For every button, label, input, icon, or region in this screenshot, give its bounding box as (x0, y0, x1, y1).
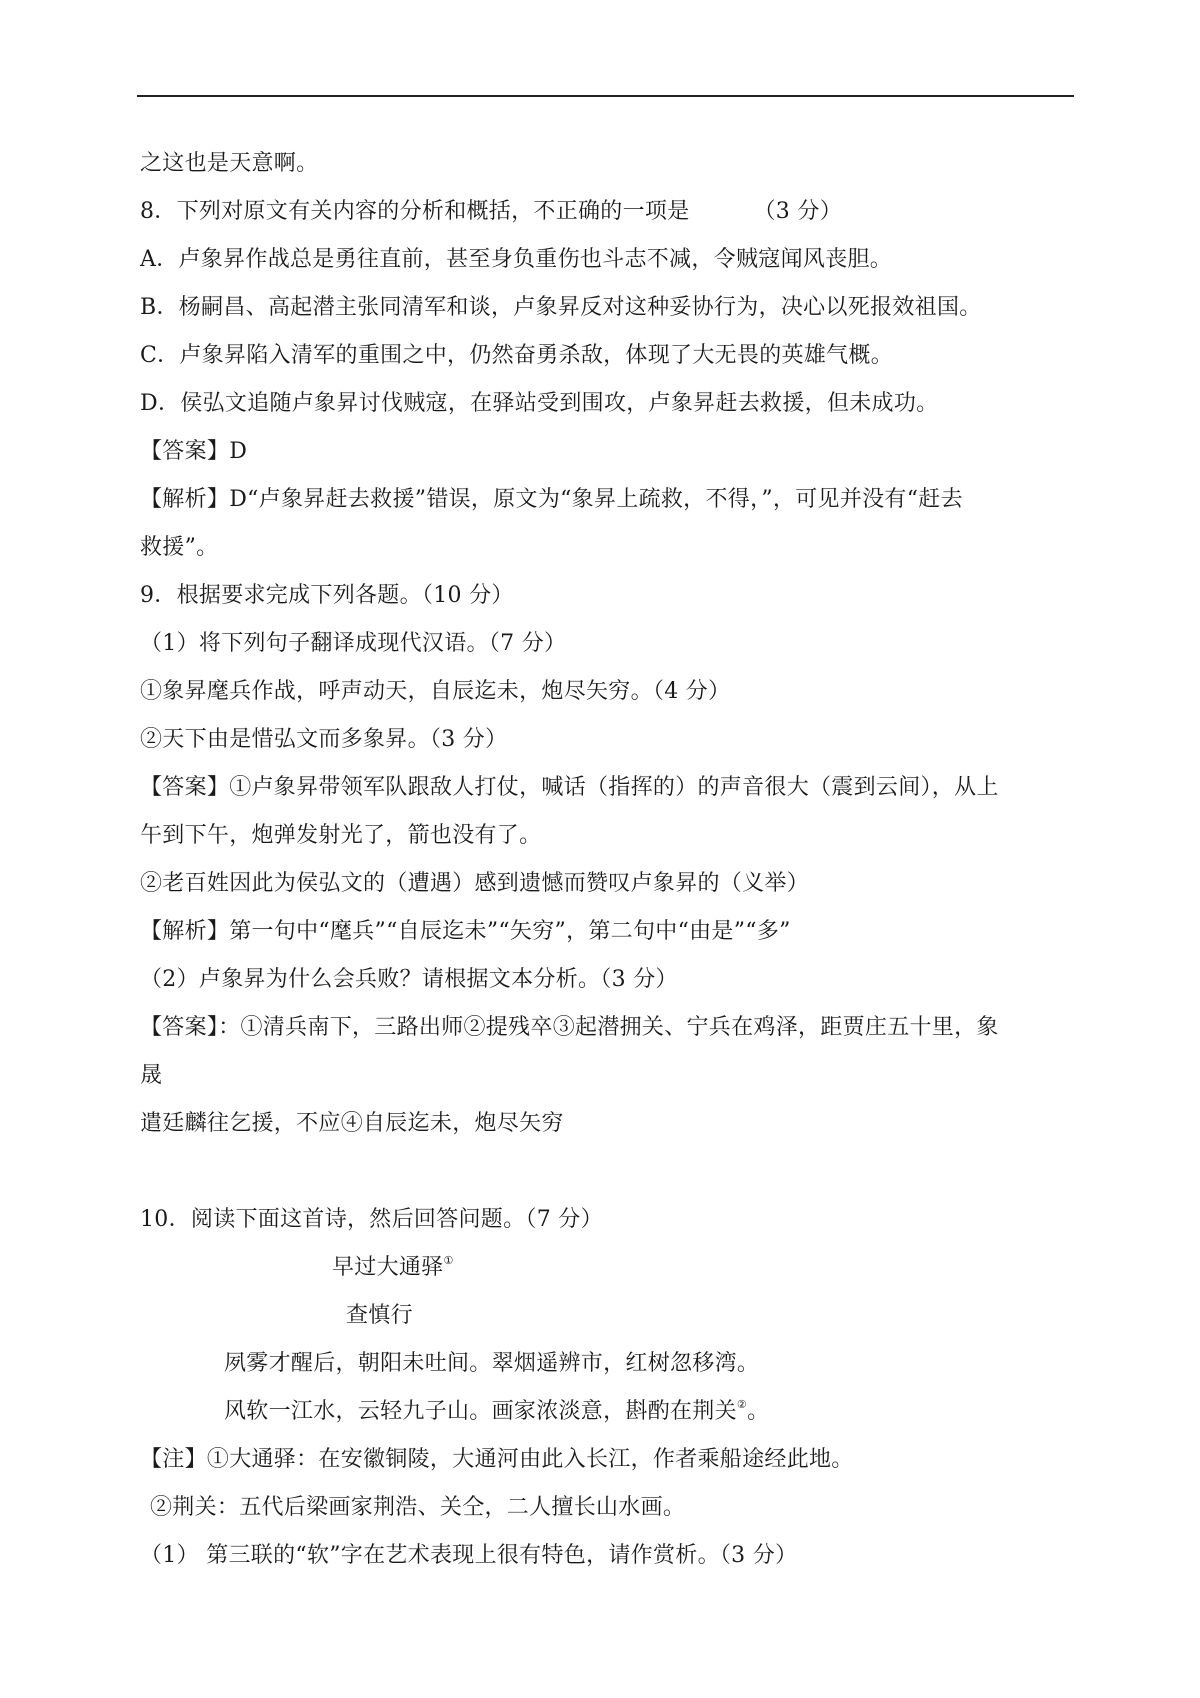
poem-title (140, 1244, 1080, 1292)
note-line: ②荆关：五代后梁画家荆浩、关仝，二人擅长山水画。 (150, 1495, 686, 1520)
answer-line: 遣廷麟往乞援，不应④自辰迄未，炮尽矢穷 (140, 1111, 564, 1136)
document-body (140, 140, 1080, 1580)
subquestion-stem: （1） 第三联的“软”字在艺术表现上很有特色，请作赏析。（3 分） (140, 1543, 798, 1568)
answer-line: 晟 (140, 1063, 163, 1088)
analysis-line: 【解析】第一句中“麾兵”“自辰迄未”“矢穷”，第二句中“由是”“多” (140, 919, 791, 944)
option-d: D．侯弘文追随卢象昇讨伐贼寇，在驿站受到围攻，卢象昇赶去救援，但未成功。 (140, 391, 939, 416)
option-c: C．卢象昇陷入清军的重围之中，仍然奋勇杀敌，体现了大无畏的英雄气概。 (140, 343, 894, 368)
verse-punctuation: 。 (747, 1399, 770, 1424)
blank-line (140, 1148, 1080, 1196)
question-8-stem (140, 188, 1080, 236)
sentence-2: ②天下由是惜弘文而多象昇。（3 分） (140, 727, 508, 752)
poem-title-text: 早过大通驿 (332, 1255, 444, 1280)
subquestion-stem: （2）卢象昇为什么会兵败？请根据文本分析。（3 分） (140, 967, 678, 992)
option-b: B．杨嗣昌、高起潜主张同清军和谈，卢象昇反对这种妥协行为，决心以死报效祖国。 (140, 295, 982, 320)
answer-line: 午到下午，炮弹发射光了，箭也没有了。 (140, 823, 542, 848)
question-10-stem: 10．阅读下面这首诗，然后回答问题。（7 分） (140, 1207, 603, 1232)
sentence-1: ①象昇麾兵作战，呼声动天，自辰迄未，炮尽矢穷。（4 分） (140, 679, 731, 704)
poem-author: 查慎行 (346, 1303, 413, 1328)
verse-text: 风软一江水，云轻九子山。画家浓淡意，斟酌在荆关 (224, 1399, 737, 1424)
answer-line: 【答案】D (140, 439, 248, 464)
poem-verse (140, 1388, 1080, 1436)
question-text: 8．下列对原文有关内容的分析和概括，不正确的一项是 (140, 199, 690, 224)
answer-line: 【答案】：①清兵南下，三路出师②提残卒③起潜拥关、宁兵在鸡泽，距贾庄五十里，象 (140, 1015, 999, 1040)
subquestion-stem: （1）将下列句子翻译成现代汉语。（7 分） (140, 631, 567, 656)
footnote-marker: ① (443, 1254, 454, 1267)
text-line: 之这也是天意啊。 (140, 151, 319, 176)
poem-verse: 夙雾才醒后，朝阳未吐间。翠烟遥辨市，红树忽移湾。 (224, 1351, 760, 1376)
analysis-line: 救援”。 (140, 535, 219, 560)
footnote-marker: ② (736, 1398, 748, 1411)
analysis-line: 【解析】D“卢象昇赶去救援”错误，原文为“象昇上疏救，不得，”，可见并没有“赶去 (140, 487, 963, 512)
option-a: A．卢象昇作战总是勇往直前，甚至身负重伤也斗志不减，令贼寇闻风丧胆。 (140, 247, 893, 272)
answer-line: ②老百姓因此为侯弘文的（遭遇）感到遗憾而赞叹卢象昇的（义举） (140, 871, 810, 896)
question-score: （3 分） (753, 199, 842, 224)
note-line: 【注】①大通驿：在安徽铜陵，大通河由此入长江，作者乘船途经此地。 (140, 1447, 854, 1472)
answer-line: 【答案】①卢象昇带领军队跟敌人打仗，喊话（指挥的）的声音很大（震到云间），从上 (140, 775, 999, 800)
header-rule (137, 95, 1074, 97)
question-9-stem: 9．根据要求完成下列各题。（10 分） (140, 583, 514, 608)
